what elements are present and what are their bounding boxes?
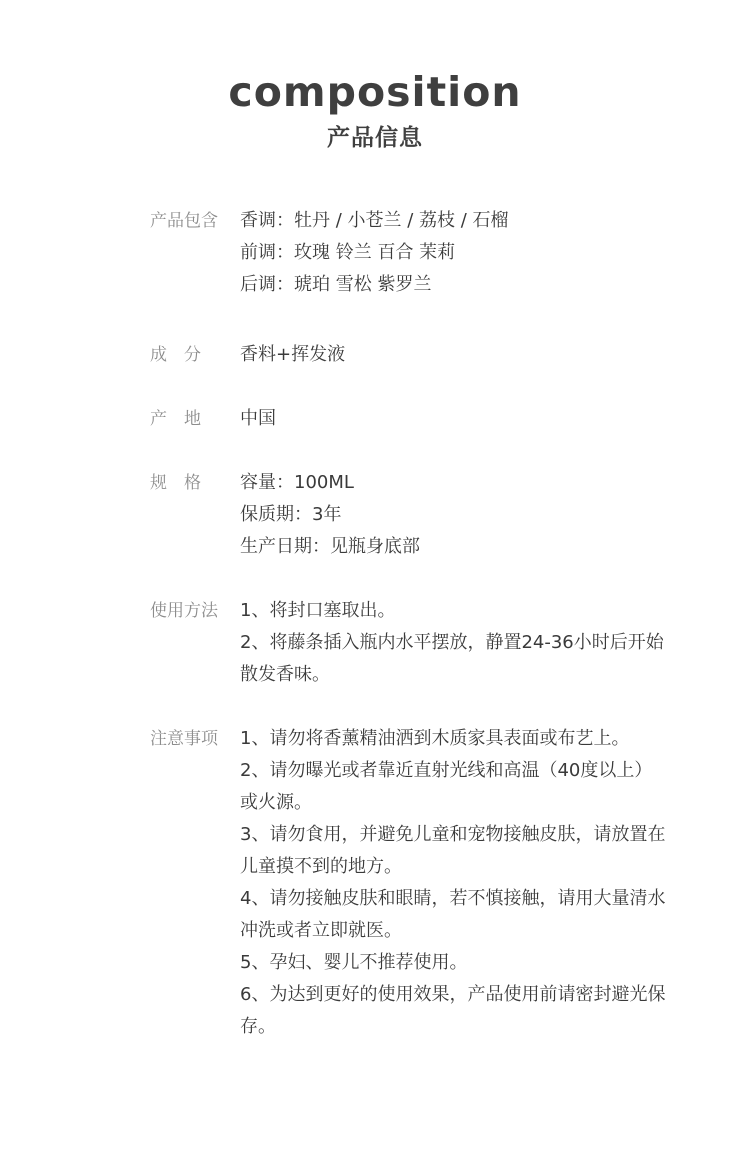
spec-row-usage (150, 595, 670, 691)
spec-value-contents (240, 205, 670, 301)
spec-row-contents (150, 205, 670, 301)
spec-value-origin: 中国 (240, 408, 276, 429)
spec-value-size (240, 467, 670, 563)
page-title-english: composition (228, 68, 522, 116)
contents-line: 香调：牡丹 / 小苍兰 / 荔枝 / 石榴 (240, 210, 509, 231)
usage-line: 1、将封口塞取出。 (240, 600, 396, 621)
page-title-chinese: 产品信息 (327, 125, 423, 151)
spec-label-origin: 产 地 (150, 409, 201, 429)
usage-line: 2、将藤条插入瓶内水平摆放，静置24-36小时后开始散发香味。 (240, 632, 664, 685)
notes-line: 6、为达到更好的使用效果，产品使用前请密封避光保存。 (240, 984, 666, 1037)
spec-row-size (150, 467, 670, 563)
notes-line: 5、孕妇、婴儿不推荐使用。 (240, 952, 468, 973)
notes-line: 4、请勿接触皮肤和眼睛，若不慎接触，请用大量清水冲洗或者立即就医。 (240, 888, 666, 941)
spec-row-ingredients (150, 339, 670, 371)
size-line: 生产日期：见瓶身底部 (240, 536, 420, 557)
spec-value-usage (240, 595, 670, 691)
contents-line: 后调：琥珀 雪松 紫罗兰 (240, 274, 432, 295)
size-line: 容量：100ML (240, 472, 354, 493)
spec-row-notes (150, 723, 670, 1043)
spec-label-ingredients: 成 分 (150, 345, 201, 365)
notes-line: 1、请勿将香薰精油洒到木质家具表面或布艺上。 (240, 728, 630, 749)
spec-label-size: 规 格 (150, 473, 201, 493)
notes-line: 3、请勿食用，并避免儿童和宠物接触皮肤，请放置在儿童摸不到的地方。 (240, 824, 666, 877)
spec-list (150, 205, 670, 1043)
size-line: 保质期：3年 (240, 504, 342, 525)
notes-line: 2、请勿曝光或者靠近直射光线和高温（40度以上）或火源。 (240, 760, 653, 813)
spec-label-contents: 产品包含 (150, 211, 218, 231)
contents-line: 前调：玫瑰 铃兰 百合 茉莉 (240, 242, 456, 263)
spec-label-usage: 使用方法 (150, 601, 218, 621)
spec-row-origin (150, 403, 670, 435)
spec-value-notes (240, 723, 670, 1043)
header (0, 66, 750, 154)
spec-value-ingredients: 香料+挥发液 (240, 344, 346, 365)
spec-label-notes: 注意事项 (150, 729, 218, 749)
